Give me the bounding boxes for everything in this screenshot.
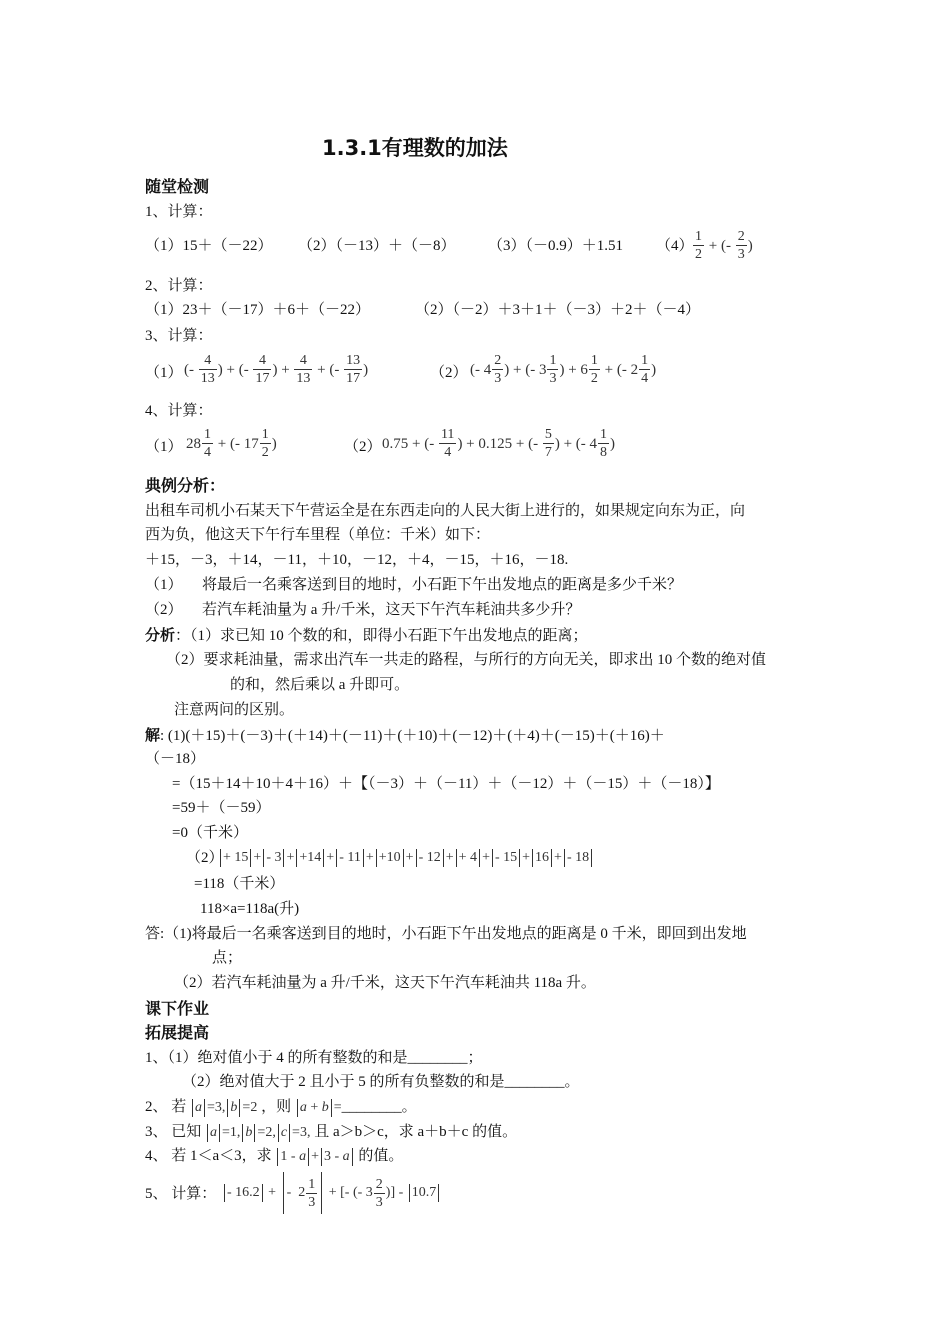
solution-text-1: : (1)(＋15)＋(－3)＋(＋14)＋(－11)＋(＋10)＋(－12)＋(＋4)＋(－15)＋(＋16)＋: [160, 728, 665, 744]
problem-text-line-2: 西为负，他这天下午行车里程（单位：千米）如下：: [145, 527, 491, 543]
exercise-5-prefix: 5、 计算：: [145, 1186, 217, 1202]
analysis-line-1: [145, 624, 588, 647]
answer-line-1b: 点；: [212, 950, 243, 966]
exercise-2-blank: ________。: [341, 1099, 417, 1115]
question-3-part-1-label: （1）: [145, 365, 183, 381]
solution-abs-sum-expression: + 15 + - 3 + +14 + - 11 + +10 + - 12 + + 4 + - 15 + 16 + - 18: [218, 847, 594, 869]
solution-line-3: =59＋（－59）: [172, 800, 271, 816]
question-3-part-2-expression: (- 4 $\frac{2}{3}$ ) + (- 3 $\frac{1}{3}$ ) + 6 $\frac{1}{2}$ + (- 2 $\frac{1}{4}$ ): [470, 353, 657, 386]
question-1-part-2: （2）（－13）＋（－8）: [298, 238, 456, 254]
exercise-2-target: a + b =: [295, 1100, 342, 1115]
exercise-3: [145, 1121, 517, 1144]
analysis-line-3: 的和，然后乘以 a 升即可。: [230, 677, 410, 693]
answer-line-1: 答:（1)将最后一名乘客送到目的地时，小石距下午出发地点的距离是 0 千米，即回到出发地: [145, 926, 747, 942]
exercise-3-condition: a =1, b =2, c =3,: [205, 1125, 310, 1140]
question-4-part-1-label: （1）: [145, 439, 183, 455]
analysis-line-2: （2）要求耗油量，需求出汽车一共走的路程，与所行的方向无关，即求出 10 个数的绝对值: [166, 652, 767, 668]
question-1-part-4-expression: $\frac{1}{2}$ + (- $\frac{2}{3}$ ): [695, 229, 753, 262]
answer-line-2: （2）若汽车耗油量为 a 升/千米，这天下午汽车耗油共 118a 升。: [174, 975, 596, 991]
solution-line-1b: （－18）: [145, 751, 206, 767]
exercise-4-suffix: 的值。: [358, 1148, 404, 1164]
section-heading-practice: 随堂检测: [145, 177, 210, 196]
page-title: 1.3.1有理数的加法: [322, 136, 508, 160]
analysis-note: 注意两问的区别。: [174, 702, 295, 718]
question-4-part-2-label: （2）: [344, 439, 382, 455]
exercise-3-suffix: 且 a＞b＞c，求 a＋b＋c 的值。: [314, 1124, 518, 1140]
exercise-1-part-1: 1、（1）绝对值小于 4 的所有整数的和是________；: [145, 1050, 483, 1066]
sub-question-1-number: （1）: [145, 577, 183, 593]
question-1-part-3: （3）（－0.9）＋1.51: [488, 238, 624, 254]
question-3-part-2-label: （2）: [430, 365, 468, 381]
solution-line-2: =（15＋14＋10＋4＋16）＋【（－3）＋（－11）＋（－12）＋（－15）＋（－18）】: [172, 776, 720, 792]
solution-label: 解: [145, 726, 161, 744]
exercise-1-part-2: （2）绝对值大于 2 且小于 5 的所有负整数的和是________。: [182, 1074, 580, 1090]
solution-part-2-label: （2）: [186, 850, 224, 866]
solution-line-6: =118（千米）: [194, 876, 285, 892]
exercise-3-prefix: 3、 已知: [145, 1124, 202, 1140]
solution-line-1: [145, 724, 665, 747]
sub-question-2: 若汽车耗油量为 a 升/千米，这天下午汽车耗油共多少升？: [202, 602, 581, 618]
solution-line-4: =0（千米）: [172, 825, 248, 841]
question-2-label: 2、计算：: [145, 278, 213, 294]
question-1-part-1: （1）15＋（－22）: [145, 238, 273, 254]
exercise-4-expression: 1 - a + 3 - a: [275, 1149, 354, 1164]
exercise-2: [145, 1096, 417, 1119]
section-heading-extension: 拓展提高: [145, 1023, 210, 1042]
sub-question-1: 将最后一名乘客送到目的地时，小石距下午出发地点的距离是多少千米？: [202, 577, 683, 593]
section-heading-example: 典例分析：: [145, 476, 226, 495]
exercise-4-prefix: 4、 若 1＜a＜3，求: [145, 1148, 272, 1164]
exercise-2-condition: a =3, b =2: [190, 1100, 257, 1115]
solution-line-7: 118×a=118a(升): [200, 901, 300, 917]
question-2-part-2: （2）（－2）＋3＋1＋（－3）＋2＋（－4）: [415, 302, 701, 318]
exercise-5-expression: - 16.2 + - 2 $\frac{1}{3}$ + [- (- 3 $\frac{2}{3}$ )] - 10.7: [222, 1172, 441, 1214]
exercise-2-mid: ，则: [261, 1099, 292, 1115]
analysis-text-1: ：（1）求已知 10 个数的和，即得小石距下午出发地点的距离；: [175, 628, 588, 644]
question-1-label: 1、计算：: [145, 204, 213, 220]
sub-question-2-number: （2）: [145, 602, 183, 618]
question-4-label: 4、计算：: [145, 403, 213, 419]
question-3-label: 3、计算：: [145, 328, 213, 344]
question-1-part-4-label: （4）: [656, 238, 694, 254]
mileage-data: ＋15，－3，＋14，－11，＋10，－12，＋4，－15，＋16，－18.: [145, 552, 569, 568]
problem-text-line-1: 出租车司机小石某天下午营运全是在东西走向的人民大街上进行的，如果规定向东为正，向: [145, 503, 746, 519]
section-heading-homework: 课下作业: [145, 999, 210, 1018]
analysis-label: 分析: [145, 626, 176, 644]
question-4-part-2-expression: 0.75 + (- $\frac{11}{4}$ ) + 0.125 + (- $\frac{5}{7}$ ) + (- 4 $\frac{1}{8}$ ): [382, 427, 616, 460]
question-2-part-1: （1）23＋（－17）＋6＋（－22）: [145, 302, 371, 318]
question-3-part-1-expression: (- $\frac{4}{13}$ ) + (- $\frac{4}{17}$ ) + $\frac{4}{13}$ + (- $\frac{13}{17}$ ): [184, 353, 369, 386]
exercise-2-prefix: 2、 若: [145, 1099, 187, 1115]
exercise-4: [145, 1145, 403, 1168]
question-4-part-1-expression: 28 $\frac{1}{4}$ + (- 17 $\frac{1}{2}$ ): [186, 427, 277, 460]
